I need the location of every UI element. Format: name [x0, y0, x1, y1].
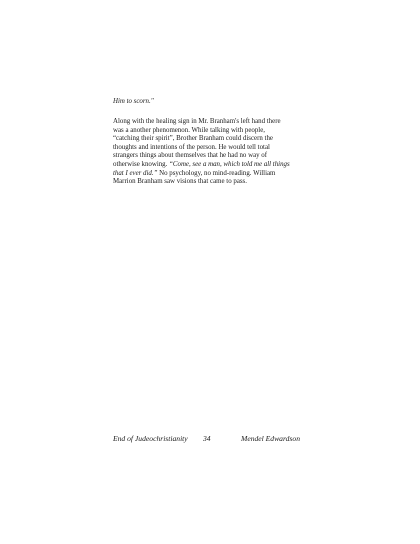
- paragraph-line-3: “catching their spirit”, Brother Branham could discern the: [113, 135, 273, 143]
- footer-author: Mendel Edwardson: [241, 434, 300, 443]
- paragraph-line-7: [113, 170, 313, 179]
- paragraph-line-8: Marrion Branham saw visions that came to pass.: [113, 178, 247, 186]
- body-paragraph: [113, 118, 313, 187]
- footer-page-number: 34: [203, 434, 211, 443]
- quote-part-2: that I ever did.”: [113, 169, 158, 177]
- paragraph-line-6: [113, 161, 313, 170]
- opening-line: Him to scorn.": [113, 98, 154, 105]
- paragraph-line-1: Along with the healing sign in Mr. Branham's left hand there: [113, 118, 281, 125]
- paragraph-line-7-plain: No psychology, no mind-reading. William: [157, 169, 276, 177]
- paragraph-line-4: thoughts and intentions of the person. He would tell total: [113, 143, 270, 151]
- paragraph-line-2: was a another phenomenon. While talking with people,: [113, 126, 266, 134]
- paragraph-line-6-plain: otherwise knowing.: [113, 160, 170, 168]
- quote-part-1: “Come, see a man, which told me all things: [169, 160, 290, 168]
- footer-book-title: End of Judeochristianity: [113, 434, 188, 443]
- paragraph-line-5: strangers things about themselves that he had no way of: [113, 152, 268, 160]
